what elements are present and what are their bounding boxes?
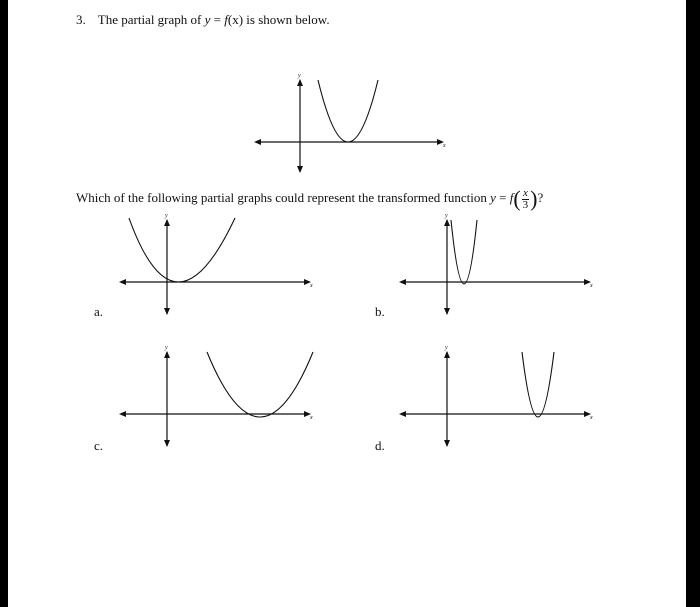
option-a-graph[interactable] (115, 210, 320, 322)
prompt-line (76, 186, 543, 212)
option-d-graph[interactable] (395, 342, 600, 454)
question-line (76, 12, 330, 28)
x-axis-arrow-left (119, 411, 126, 417)
y-axis-arrow-up (164, 351, 170, 358)
option-a-label[interactable]: a. (94, 304, 104, 319)
y-axis-label: y (165, 345, 168, 351)
function-f: f (224, 12, 228, 27)
function-eq: = (210, 12, 225, 27)
prompt-y: y (490, 189, 496, 205)
parabola-curve (207, 352, 313, 417)
x-axis-label: x (310, 415, 313, 421)
prompt-text: Which of the following partial graphs could represent the transformed function (76, 189, 487, 205)
function-y: y (204, 12, 211, 27)
parabola-curve (318, 80, 378, 142)
option-c-label[interactable]: c. (94, 438, 104, 453)
x-axis-arrow-left (399, 411, 406, 417)
original-graph (250, 70, 450, 176)
option-d-label[interactable]: d. (375, 438, 385, 453)
option-b-label[interactable]: b. (375, 304, 385, 319)
fraction (522, 188, 530, 211)
option-b-graph[interactable] (395, 210, 600, 322)
parabola-curve (451, 220, 477, 284)
x-axis-label: x (590, 283, 593, 289)
fraction-denominator: 3 (522, 198, 529, 211)
option-c-graph[interactable] (115, 342, 320, 454)
y-axis-label: y (298, 73, 301, 79)
y-axis-arrow-up (164, 219, 170, 226)
x-axis-label: x (443, 143, 446, 149)
x-axis-label: x (310, 283, 313, 289)
y-axis-arrow-down (444, 440, 450, 447)
x-axis-label: x (590, 415, 593, 421)
fraction-numerator: x (522, 186, 528, 199)
y-axis-arrow-up (444, 219, 450, 226)
left-border (0, 0, 8, 607)
parabola-curve (522, 352, 554, 417)
parabola-curve (129, 218, 235, 282)
y-axis-arrow-down (164, 308, 170, 315)
y-axis-arrow-up (444, 351, 450, 358)
y-axis-arrow-down (164, 440, 170, 447)
y-axis-arrow-down (444, 308, 450, 315)
question-number: 3. (76, 12, 86, 27)
function-arg: (x) (227, 12, 244, 27)
y-axis-arrow-down (297, 166, 303, 173)
y-axis-label: y (165, 213, 168, 219)
left-paren: ( (513, 186, 521, 211)
y-axis-arrow-up (297, 79, 303, 86)
prompt-eq: = (495, 189, 510, 205)
y-axis-label: y (445, 345, 448, 351)
x-axis-arrow-left (399, 279, 406, 285)
prompt-f: f (509, 189, 514, 205)
question-text-before: The partial graph of (97, 12, 202, 27)
x-axis-arrow-left (119, 279, 126, 285)
question-text-after: is shown below. (246, 12, 330, 27)
x-axis-arrow-left (254, 139, 261, 145)
right-paren: ) (530, 186, 538, 211)
prompt-end: ? (537, 189, 544, 205)
y-axis-label: y (445, 213, 448, 219)
right-border (686, 0, 700, 607)
